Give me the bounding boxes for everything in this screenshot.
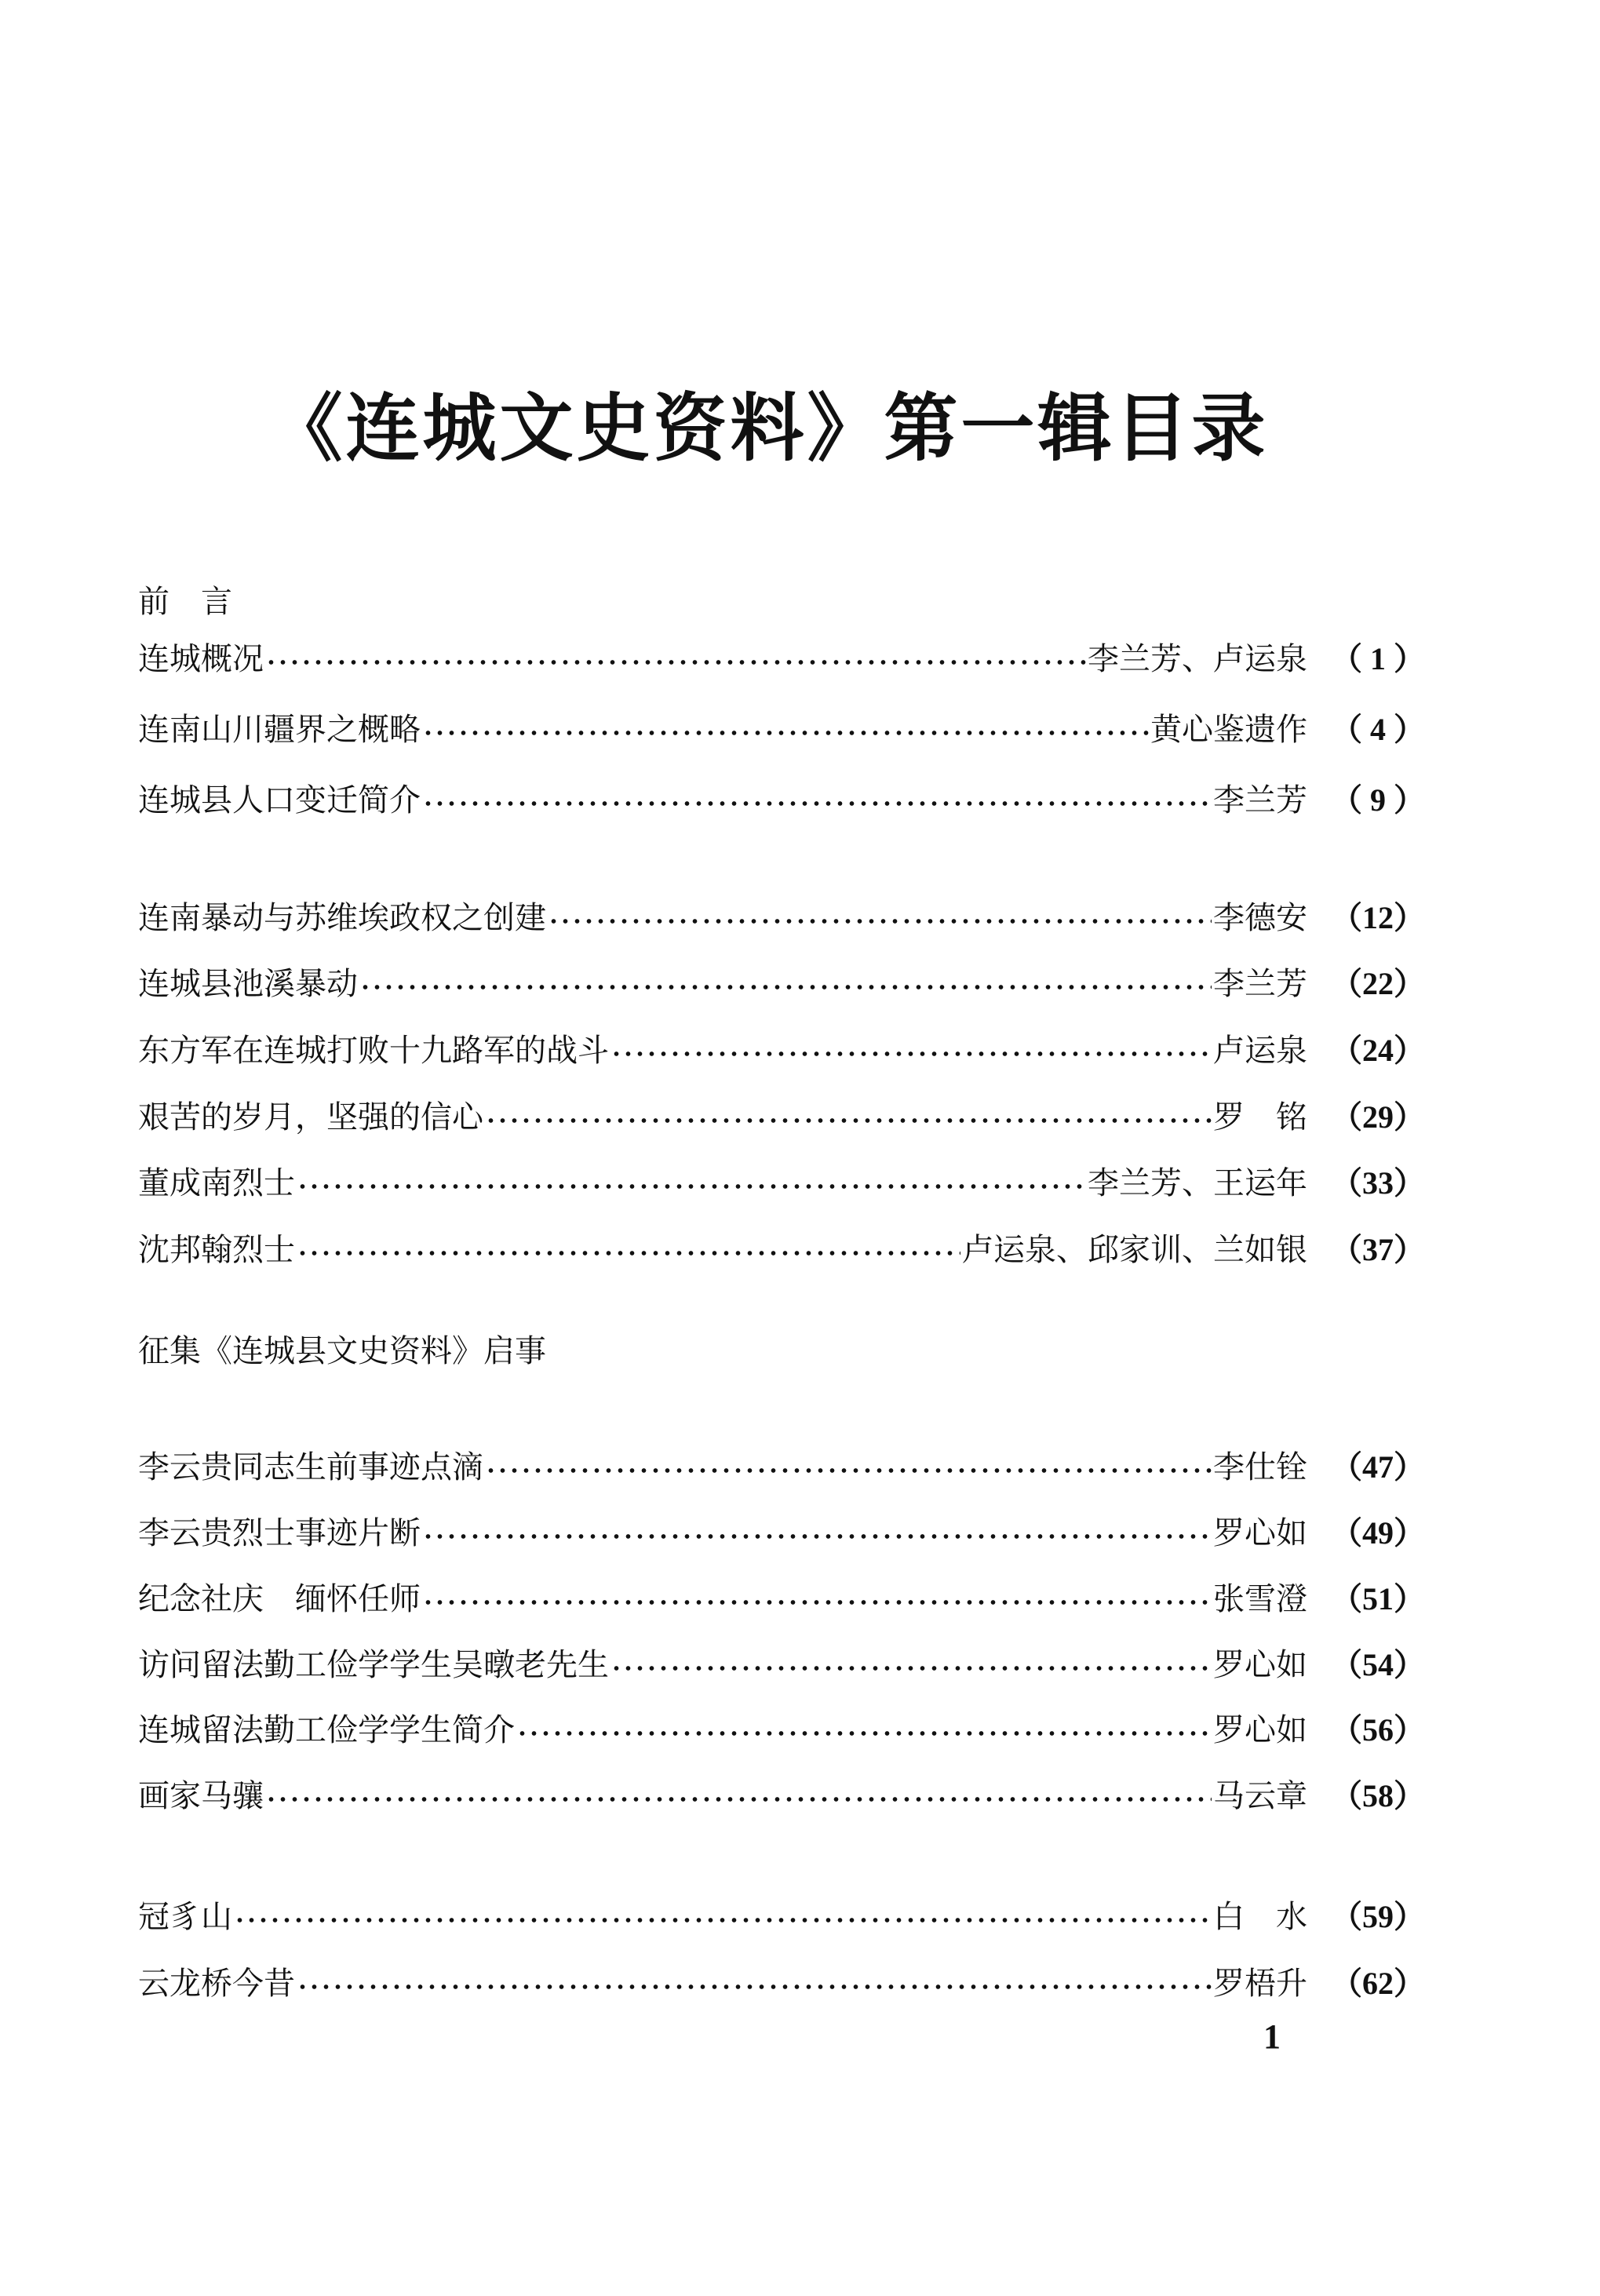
entry-title: 连南山川疆界之概略 bbox=[138, 712, 421, 748]
entry-title: 艰苦的岁月，坚强的信心 bbox=[138, 1099, 483, 1135]
dot-leader bbox=[234, 1917, 1212, 1923]
entry-title: 连城概况 bbox=[138, 641, 264, 677]
dot-leader bbox=[359, 984, 1212, 990]
page-title: 《连城文史资料》第一辑目录 bbox=[268, 386, 1269, 472]
toc-entry bbox=[138, 705, 1425, 752]
toc-entry bbox=[138, 1892, 1425, 1939]
entry-page: （59） bbox=[1331, 1899, 1425, 1934]
entry-author: 张雪澄 bbox=[1213, 1581, 1307, 1617]
dot-leader bbox=[422, 800, 1212, 807]
dot-leader bbox=[548, 918, 1212, 924]
entry-author: 李兰芳 bbox=[1213, 966, 1307, 1002]
entry-title: 冠豸山 bbox=[138, 1899, 232, 1935]
entry-page: （22） bbox=[1331, 966, 1425, 1001]
entry-page: （51） bbox=[1331, 1581, 1425, 1616]
toc-entry bbox=[138, 1574, 1425, 1621]
entry-title: 画家马骧 bbox=[138, 1778, 264, 1814]
toc-entry bbox=[138, 1705, 1425, 1752]
entry-author: 李兰芳、卢运泉 bbox=[1088, 641, 1307, 677]
dot-leader bbox=[265, 659, 1086, 665]
entry-author: 白 水 bbox=[1213, 1899, 1307, 1935]
dot-leader bbox=[610, 1665, 1212, 1671]
dot-leader bbox=[422, 1599, 1212, 1605]
dot-leader bbox=[297, 1984, 1212, 1990]
entry-page: （24） bbox=[1331, 1033, 1425, 1068]
entry-author: 黄心鉴遗作 bbox=[1150, 712, 1307, 748]
entry-title: 李云贵烈士事迹片断 bbox=[138, 1515, 421, 1551]
entry-page: （56） bbox=[1331, 1712, 1425, 1748]
entry-author: 罗梧升 bbox=[1213, 1966, 1307, 2002]
entry-page: （ 9 ） bbox=[1331, 782, 1425, 818]
section-heading-preface: 前 言 bbox=[138, 584, 232, 620]
entry-author: 李兰芳、王运年 bbox=[1088, 1165, 1307, 1201]
toc-entry bbox=[138, 959, 1425, 1006]
entry-title: 沈邦翰烈士 bbox=[138, 1232, 295, 1268]
entry-page: （49） bbox=[1331, 1515, 1425, 1551]
entry-page: （ 1 ） bbox=[1331, 641, 1425, 676]
entry-title: 连城县池溪暴动 bbox=[138, 966, 358, 1002]
toc-entry bbox=[138, 1771, 1425, 1818]
entry-author: 罗 铭 bbox=[1213, 1099, 1307, 1135]
entry-title: 纪念社庆 缅怀任师 bbox=[138, 1581, 421, 1617]
entry-title: 董成南烈士 bbox=[138, 1165, 295, 1201]
toc-entry bbox=[138, 1158, 1425, 1205]
entry-author: 李仕铨 bbox=[1213, 1449, 1307, 1485]
entry-title: 连城留法勤工俭学学生简介 bbox=[138, 1712, 515, 1748]
entry-author: 李兰芳 bbox=[1213, 782, 1307, 818]
entry-title: 连南暴动与苏维埃政权之创建 bbox=[138, 900, 546, 936]
toc-entry bbox=[138, 1508, 1425, 1555]
entry-author: 李德安 bbox=[1213, 900, 1307, 936]
entry-author: 罗心如 bbox=[1213, 1515, 1307, 1551]
dot-leader bbox=[610, 1051, 1212, 1057]
entry-author: 马云章 bbox=[1213, 1778, 1307, 1814]
entry-title: 云龙桥今昔 bbox=[138, 1966, 295, 2002]
entry-page: （62） bbox=[1331, 1966, 1425, 2001]
entry-page: （33） bbox=[1331, 1165, 1425, 1201]
toc-entry bbox=[138, 1225, 1425, 1272]
entry-author: 卢运泉 bbox=[1213, 1033, 1307, 1069]
entry-page: （ 4 ） bbox=[1331, 712, 1425, 747]
entry-page: （12） bbox=[1331, 900, 1425, 935]
entry-page: （37） bbox=[1331, 1232, 1425, 1267]
entry-author: 罗心如 bbox=[1213, 1712, 1307, 1748]
dot-leader bbox=[485, 1467, 1212, 1474]
toc-entry bbox=[138, 775, 1425, 822]
entry-title: 东方军在连城打败十九路军的战斗 bbox=[138, 1033, 609, 1069]
toc-entry bbox=[138, 1959, 1425, 2006]
entry-page: （47） bbox=[1331, 1449, 1425, 1485]
entry-title: 李云贵同志生前事迹点滴 bbox=[138, 1449, 483, 1485]
entry-page: （54） bbox=[1331, 1647, 1425, 1682]
entry-author: 罗心如 bbox=[1213, 1647, 1307, 1683]
toc-entry bbox=[138, 893, 1425, 940]
entry-author: 卢运泉、邱家训、兰如银 bbox=[962, 1232, 1307, 1268]
dot-leader bbox=[265, 1796, 1212, 1802]
dot-leader bbox=[297, 1250, 960, 1256]
section-heading-notice: 征集《连城县文史资料》启事 bbox=[138, 1333, 546, 1369]
toc-entry bbox=[138, 634, 1425, 681]
dot-leader bbox=[422, 730, 1149, 736]
dot-leader bbox=[516, 1730, 1212, 1737]
toc-entry bbox=[138, 1026, 1425, 1073]
toc-entry bbox=[138, 1092, 1425, 1139]
page-number: 1 bbox=[1263, 2017, 1281, 2056]
dot-leader bbox=[485, 1117, 1212, 1124]
dot-leader bbox=[297, 1183, 1086, 1190]
entry-page: （58） bbox=[1331, 1778, 1425, 1813]
entry-title: 连城县人口变迁简介 bbox=[138, 782, 421, 818]
dot-leader bbox=[422, 1533, 1212, 1540]
entry-page: （29） bbox=[1331, 1099, 1425, 1135]
entry-title: 访问留法勤工俭学学生吴暾老先生 bbox=[138, 1647, 609, 1683]
toc-entry bbox=[138, 1442, 1425, 1489]
toc-entry bbox=[138, 1640, 1425, 1687]
